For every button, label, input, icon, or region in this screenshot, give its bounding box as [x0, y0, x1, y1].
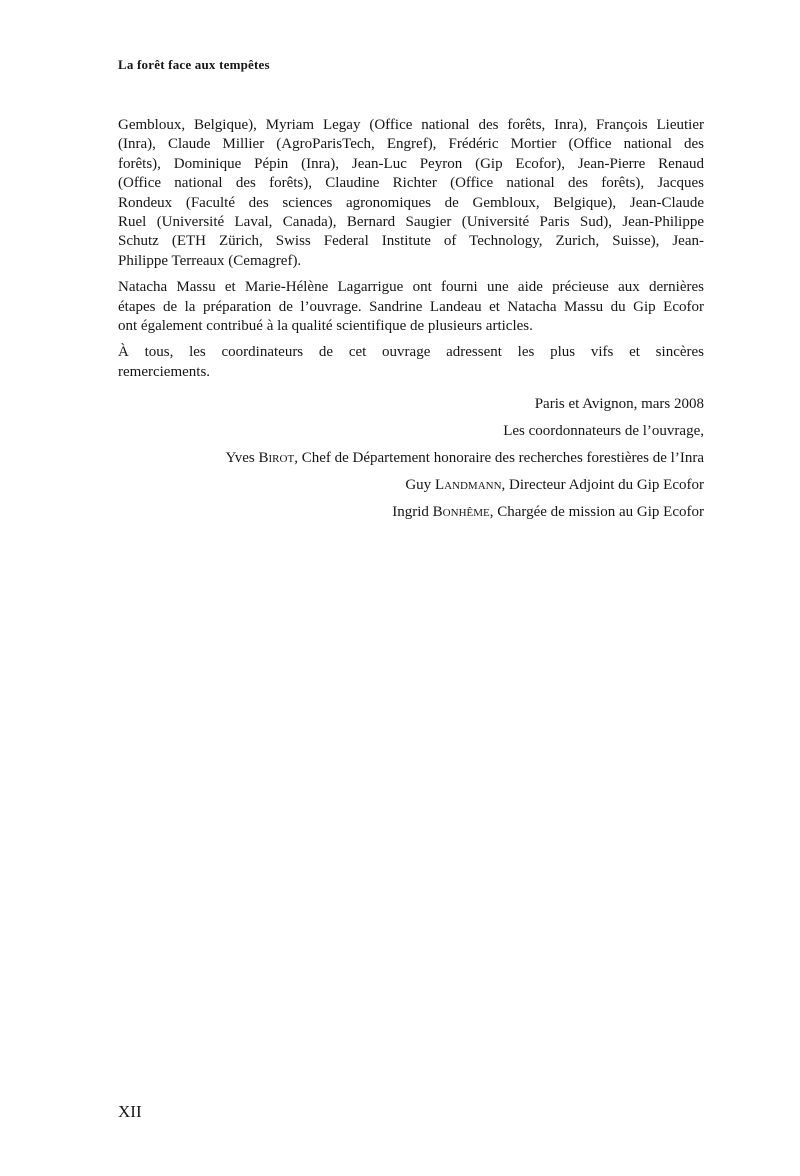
- text-line: étapes de la préparation de l’ouvrage. Sandrine Landeau et Natacha Massu du Gip Ecofor: [118, 298, 704, 315]
- text-line: À tous, les coordinateurs de cet ouvrage adressent les plus vifs et sincères: [118, 344, 704, 361]
- closing-line-date: [118, 391, 704, 418]
- closing-text-prefix: Ingrid: [392, 504, 433, 521]
- text-line: Natacha Massu et Marie-Hélène Lagarrigue ont fourni une aide précieuse aux dernières: [118, 279, 704, 296]
- running-header: La forêt face aux tempêtes: [118, 57, 270, 72]
- text-line: remerciements.: [118, 363, 211, 380]
- text-line: Philippe Terreaux (Cemagref).: [118, 252, 302, 269]
- closing-name-smallcaps: Birot: [258, 450, 295, 467]
- closing-text-rest: , Chargée de mission au Gip Ecofor: [489, 504, 704, 521]
- text-line: ont également contribué à la qualité scientifique de plusieurs articles.: [118, 318, 533, 335]
- closing-text-rest: , Chef de Département honoraire des recherches forestières de l’Inra: [294, 450, 704, 467]
- closing-line-birot: [118, 445, 704, 472]
- closing-name-smallcaps: Bonhême: [432, 504, 490, 521]
- closing-text-prefix: Yves: [225, 450, 259, 467]
- closing-line-landmann: [118, 472, 704, 499]
- paragraph-contributors: [118, 116, 704, 271]
- closing-text-rest: , Directeur Adjoint du Gip Ecofor: [501, 477, 704, 494]
- text-line: Rondeux (Faculté des sciences agronomiques de Gembloux, Belgique), Jean-Claude: [118, 194, 704, 211]
- paragraph-remerciements: [118, 343, 704, 382]
- text-line: (Office national des forêts), Claudine Richter (Office national des forêts), Jacques: [118, 175, 704, 192]
- text-line: Gembloux, Belgique), Myriam Legay (Office national des forêts, Inra), François Lieutier: [118, 117, 704, 133]
- page-number: XII: [118, 1102, 142, 1121]
- page-content: [118, 116, 704, 526]
- text-line: Schutz (ETH Zürich, Swiss Federal Institute of Technology, Zurich, Suisse), Jean-: [118, 233, 704, 250]
- text-line: (Inra), Claude Millier (AgroParisTech, Engref), Frédéric Mortier (Office national des: [118, 136, 704, 153]
- text-line: forêts), Dominique Pépin (Inra), Jean-Luc Peyron (Gip Ecofor), Jean-Pierre Renaud: [118, 155, 704, 172]
- paragraph-aide: [118, 278, 704, 336]
- closing-text-rest: Paris et Avignon, mars 2008: [534, 396, 704, 413]
- text-line: Ruel (Université Laval, Canada), Bernard Saugier (Université Paris Sud), Jean-Philippe: [118, 214, 704, 231]
- closing-name-smallcaps: Landmann: [434, 477, 502, 494]
- closing-text-prefix: Guy: [405, 477, 435, 494]
- closing-block: [118, 391, 704, 526]
- closing-line-bonheme: [118, 499, 704, 526]
- closing-text-rest: Les coordonnateurs de l’ouvrage,: [503, 423, 704, 440]
- closing-line-coordonnateurs: [118, 418, 704, 445]
